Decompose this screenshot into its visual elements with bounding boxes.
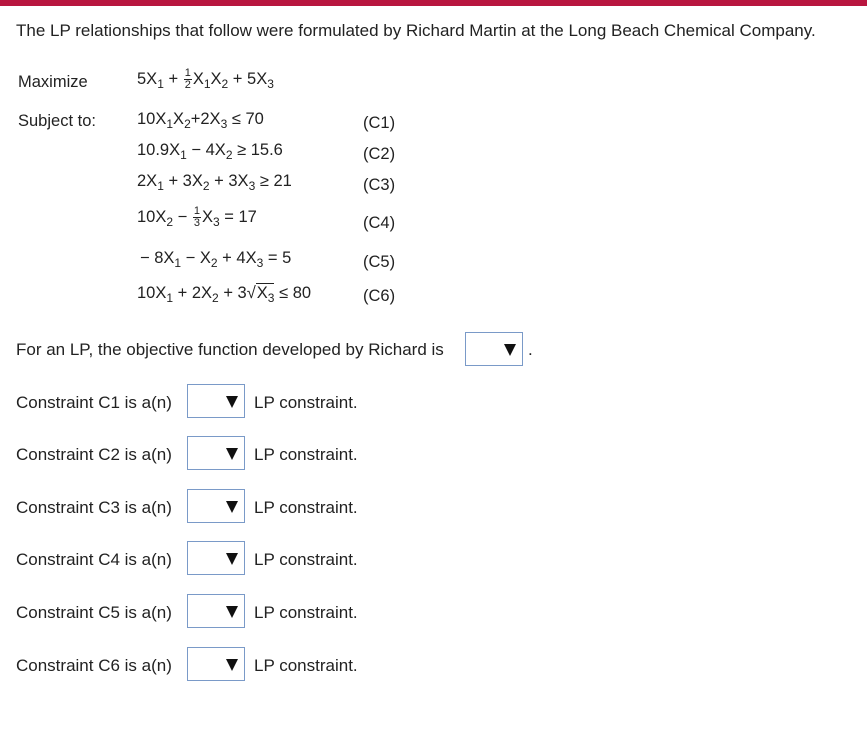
- constraint-c5-question: Constraint C5 is a(n): [16, 603, 172, 622]
- constraint-c6-question: Constraint C6 is a(n): [16, 656, 172, 675]
- dropdown-arrow-icon: [226, 501, 238, 513]
- constraint-c6-type-dropdown[interactable]: [187, 647, 245, 681]
- constraint-tag-c4: (C4): [363, 214, 396, 232]
- dropdown-arrow-icon: [226, 606, 238, 618]
- dropdown-arrow-icon: [226, 659, 238, 671]
- constraint-c4-expression: $10X_2$ − $\frac{1}{3}$ $X_3 = 17$: [137, 205, 257, 229]
- constraint-c2-type-dropdown[interactable]: [187, 436, 245, 470]
- subject-to-label: Subject to:: [18, 112, 96, 130]
- objective-question-period: .: [528, 340, 533, 359]
- constraint-c2-suffix: LP constraint.: [254, 445, 358, 464]
- dropdown-arrow-icon: [226, 396, 238, 408]
- constraint-tag-c6: (C6): [363, 287, 396, 305]
- constraint-c1-suffix: LP constraint.: [254, 393, 358, 412]
- constraint-c1-expression: $10X_1X_2+2X_3 \le 70$: [137, 110, 264, 131]
- constraint-c3-suffix: LP constraint.: [254, 498, 358, 517]
- constraint-tag-c1: (C1): [363, 114, 396, 132]
- objective-question-text: For an LP, the objective function developed by Richard is: [16, 340, 444, 359]
- constraint-c4-question: Constraint C4 is a(n): [16, 550, 172, 569]
- objective-type-dropdown[interactable]: [465, 332, 523, 366]
- fraction-one-half: $\frac{1}{2}$: [184, 67, 191, 91]
- constraint-c3-type-dropdown[interactable]: [187, 489, 245, 523]
- constraint-c5-suffix: LP constraint.: [254, 603, 358, 622]
- constraint-c1-question: Constraint C1 is a(n): [16, 393, 172, 412]
- constraint-tag-c3: (C3): [363, 176, 396, 194]
- dropdown-arrow-icon: [226, 448, 238, 460]
- dropdown-arrow-icon: [226, 553, 238, 565]
- constraint-c4-suffix: LP constraint.: [254, 550, 358, 569]
- maximize-label: Maximize: [18, 73, 88, 91]
- problem-intro: The LP relationships that follow were formulated by Richard Martin at the Long Beach Chemical Company.: [16, 21, 816, 40]
- constraint-c3-question: Constraint C3 is a(n): [16, 498, 172, 517]
- fraction-one-third: $\frac{1}{3}$: [193, 205, 200, 229]
- constraint-tag-c2: (C2): [363, 145, 396, 163]
- constraint-c6-suffix: LP constraint.: [254, 656, 358, 675]
- dropdown-arrow-icon: [504, 344, 516, 356]
- square-root-symbol: $√X_3$: [246, 284, 275, 305]
- constraint-c2-expression: $10.9X_1 - 4X_2 \ge 15.6$: [137, 141, 283, 162]
- constraint-c1-type-dropdown[interactable]: [187, 384, 245, 418]
- constraint-c2-question: Constraint C2 is a(n): [16, 445, 172, 464]
- header-accent-bar: [0, 0, 867, 6]
- constraint-tag-c5: (C5): [363, 253, 396, 271]
- constraint-c5-type-dropdown[interactable]: [187, 594, 245, 628]
- constraint-c6-expression: $10X_1 + 2X_2 + 3√X_3 \le 80$: [137, 284, 312, 305]
- constraint-c3-expression: $2X_1 + 3X_2 + 3X_3 \ge 21$: [137, 172, 292, 193]
- constraint-c5-expression: − $8X_1 - X_2 + 4X_3 = 5$: [140, 249, 292, 270]
- constraint-c4-type-dropdown[interactable]: [187, 541, 245, 575]
- objective-expression: $5X_1$ + $\frac{1}{2}$ $X_1X_2 + 5X_3$: [137, 67, 274, 91]
